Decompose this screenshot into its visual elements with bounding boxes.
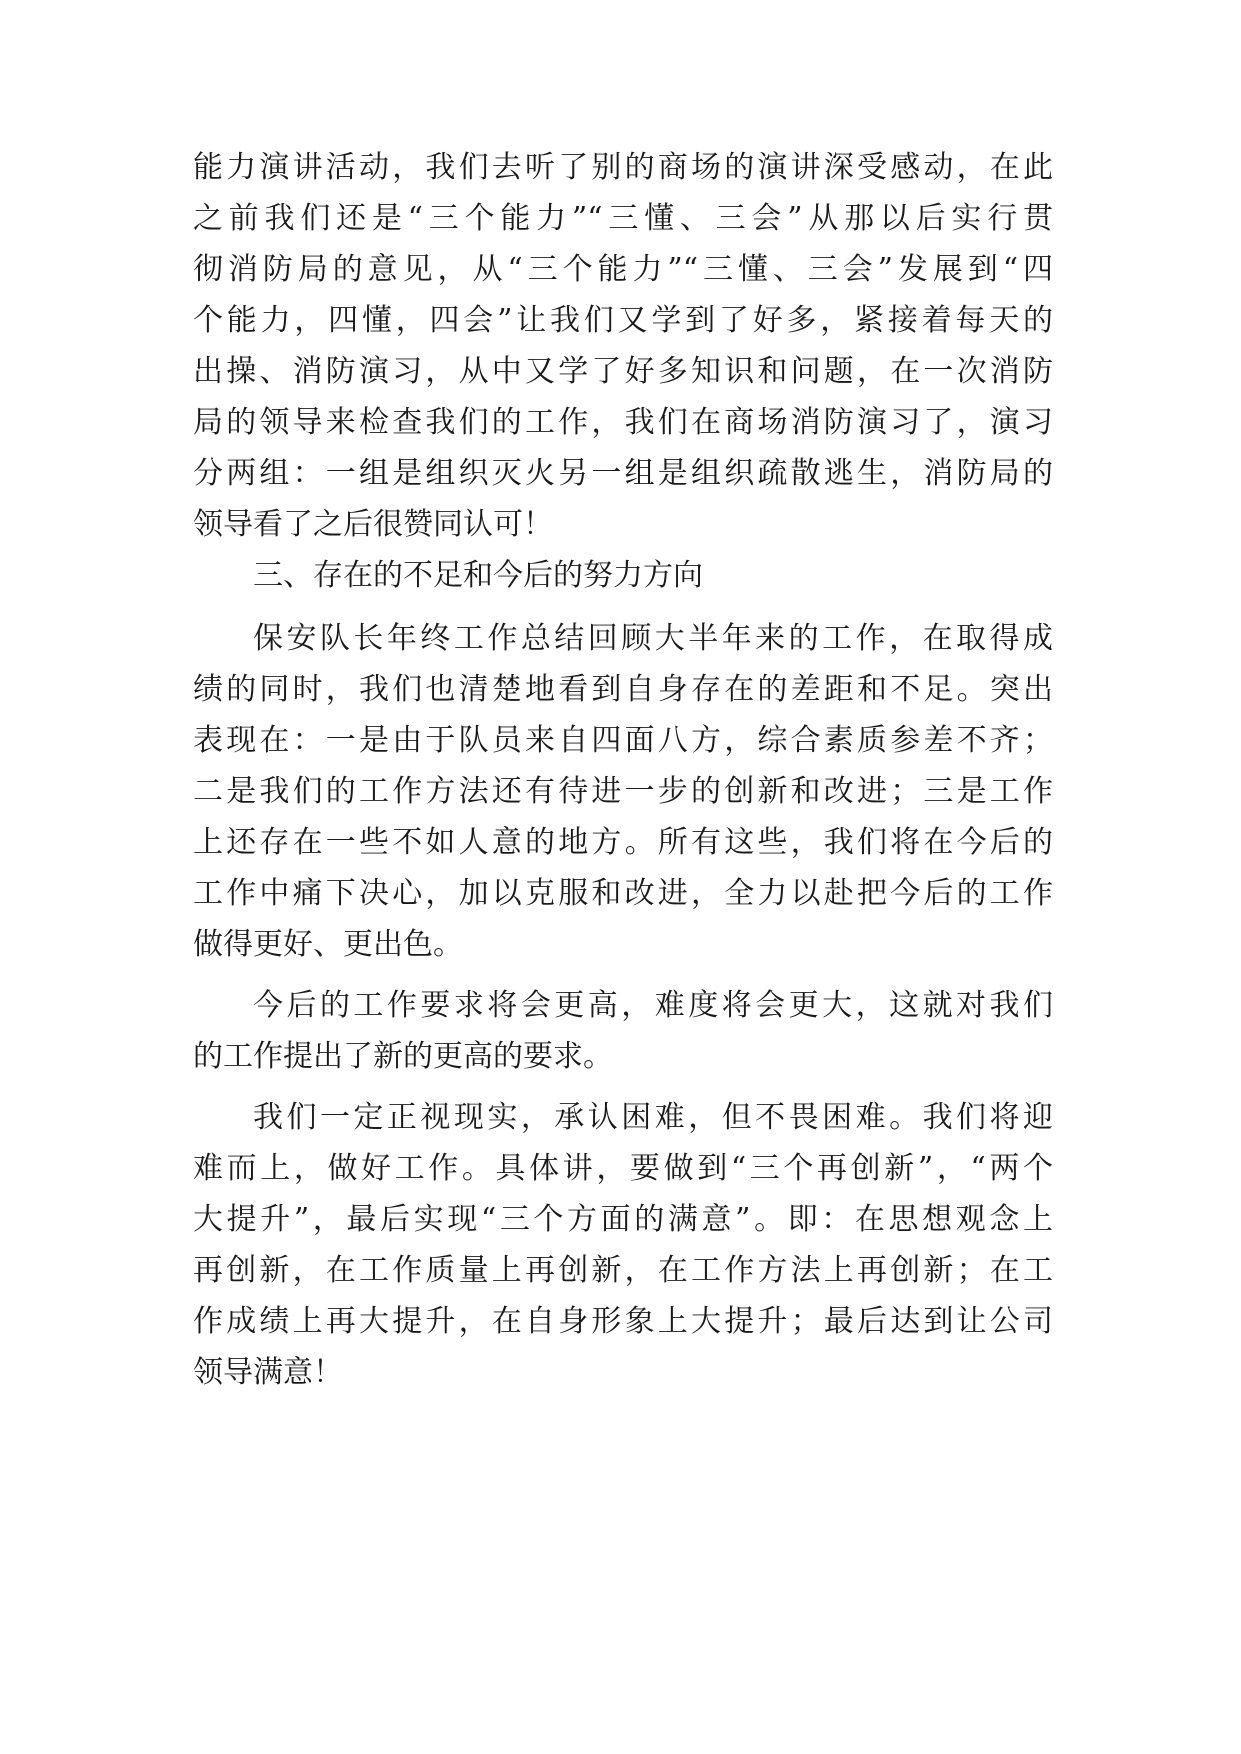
text-line: 难而上，做好工作。具体讲，要做到“三个再创新”，“两个 xyxy=(193,1151,1053,1186)
text-line: 个能力，四懂，四会”让我们又学到了好多，紧接着每天的 xyxy=(193,303,1053,338)
text-line: 大提升”，最后实现“三个方面的满意”。即：在思想观念上 xyxy=(193,1202,1053,1237)
text-line: 上还存在一些不如人意的地方。所有这些，我们将在今后的 xyxy=(193,825,1053,860)
text-line: 彻消防局的意见，从“三个能力”“三懂、三会”发展到“四 xyxy=(193,252,1053,287)
text-line: 能力演讲活动，我们去听了别的商场的演讲深受感动，在此 xyxy=(193,150,1053,185)
text-line: 我们一定正视现实，承认困难，但不畏困难。我们将迎 xyxy=(253,1100,1053,1135)
text-line: 局的领导来检查我们的工作，我们在商场消防演习了，演习 xyxy=(193,405,1053,440)
text-line: 二是我们的工作方法还有待进一步的创新和改进；三是工作 xyxy=(193,774,1053,809)
text-line: 表现在：一是由于队员来自四面八方，综合素质参差不齐； xyxy=(193,723,1053,758)
text-line: 出操、消防演习，从中又学了好多知识和问题，在一次消防 xyxy=(193,354,1053,389)
text-line: 绩的同时，我们也清楚地看到自身存在的差距和不足。突出 xyxy=(193,672,1053,707)
text-line: 分两组：一组是组织灭火另一组是组织疏散逃生，消防局的 xyxy=(193,456,1053,491)
text-line: 保安队长年终工作总结回顾大半年来的工作，在取得成 xyxy=(253,621,1053,656)
section-heading: 三、存在的不足和今后的努力方向 xyxy=(253,558,703,593)
text-line: 做得更好、更出色。 xyxy=(193,927,463,962)
text-line: 领导看了之后很赞同认可！ xyxy=(193,507,553,542)
text-line: 再创新，在工作质量上再创新，在工作方法上再创新；在工 xyxy=(193,1253,1053,1288)
text-line: 之前我们还是“三个能力”“三懂、三会”从那以后实行贯 xyxy=(193,201,1053,236)
text-line: 工作中痛下决心，加以克服和改进，全力以赴把今后的工作 xyxy=(193,876,1053,911)
text-line: 作成绩上再大提升，在自身形象上大提升；最后达到让公司 xyxy=(193,1304,1053,1339)
text-line: 的工作提出了新的更高的要求。 xyxy=(193,1039,613,1074)
text-line: 今后的工作要求将会更高，难度将会更大，这就对我们 xyxy=(253,988,1053,1023)
text-line: 领导满意！ xyxy=(193,1355,343,1390)
